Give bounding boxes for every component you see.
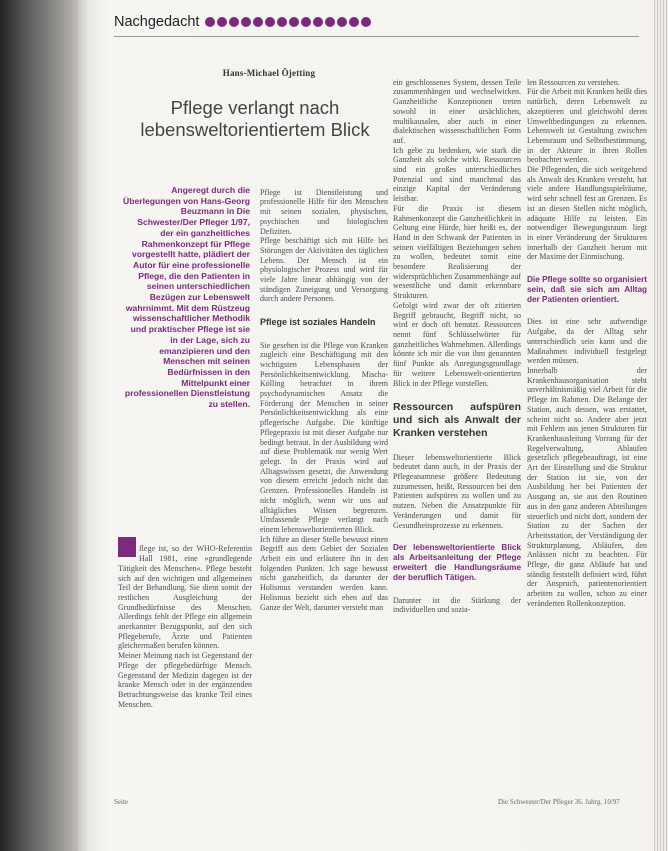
column-4 [527, 68, 647, 790]
decorative-dots [205, 17, 371, 27]
column-1 [118, 525, 252, 787]
dot [349, 17, 359, 27]
column-2-body: Sie gesehen ist die Pflege von Kranken zugleich eine Beschäftigung mit den wichtigsten Lebensphasen der Persönlichkeitsentwicklung. Mischa-Kölling betrachtet in ihrem psychodynamischen Ansatz die Förderung der Menschen in seiner Persönlichkeitsentwicklung als eine pflegerische Aufgabe. Die künftige Pflegepraxis ist mit dieser Aufgabe nur bedingt betraut. In der Ausbildung wird auf diese Problematik nur wenig Wert gelegt. In der Praxis wird auf Alltagswissen gesetzt, die Anwendung von diesem erreicht jedoch nicht das Grenzen. Professionelles Handeln ist nicht möglich, wenn wir uns auf alltägliches Wissen begrenzen. Umfassende Pflege verlangt nach einem lebensweltorientierten Blick. Ich führe an dieser Stelle bewusst einen Begriff aus dem Gebiet der Sozialen Arbeit ein und erläutere ihn in den folgenden Punkten. Ich sage bewusst nicht ganzheitlich, da darunter der Holismus verstanden werden kann. Holismus bezieht sich eben auf das Ganze der Welt, darunter versteht man [260, 340, 388, 612]
section-label: Nachgedacht [114, 14, 200, 30]
article-author: Hans-Michael Öjetting [222, 68, 316, 78]
column-4-body: len Ressourcen zu verstehen. Für die Arbeit mit Kranken heißt dies natürlich, deren Lebenswelt zu akzeptieren und gleichwohl deren Umweltbedingungen zu erkennen. Lebenswelt ist Gestaltung zwischen Lebensraum und Selbstbestimmung, in der Akteure in ihren Rollen beobachtet werden. Die Pflegenden, die sich weitgehend als Anwalt des Kranken versteht, hat viele andere Handlungsspielräume, wird sehr schnell fest an Grenzen. Es ist an diesen Stellen nicht möglich, adäquate Hilfe zu leisten. Ein notwendiger Bewegungsraum liegt in einer Veränderung der Strukturen innerhalb der Ganzheit herum mit der Maxime der Einmischung. [527, 77, 647, 262]
column-2-subhead: Pflege ist soziales Handeln [260, 316, 376, 327]
dot [313, 17, 323, 27]
section-header [114, 14, 371, 30]
column-4-highlight: Die Pflege sollte so organisiert sein, daß sie sich am Alltag der Patienten orientiert. [527, 274, 647, 304]
dot [253, 17, 263, 27]
dot [205, 17, 215, 27]
magazine-page [78, 0, 668, 851]
column-3-body-3: Darunter ist die Stärkung der individuellen und sozia- [393, 595, 521, 615]
dot [217, 17, 227, 27]
dot [241, 17, 251, 27]
column-3-body: ein geschlossenes System, dessen Teile zusammenhängen und wechselwirken. Ganzheitliche Konzeptionen treten sowohl in einer ursächlichen, multikausalen, aber auch in einer dialektischen wissenschaftlichen Form auf. Ich gebe zu bedenken, wie stark die Ganzheit als solche wirkt. Ressourcen sind ein großes unterschiedliches Potenzial und sind manchmal das einzige Kapital der Veränderung leistbar. Für die Praxis ist diesem Rahmenkonzept die Ganzheitlichkeit in Geltung eine Hürde, hier heißt es, der Hand in den Schwank der Patienten in seinen vielfältigen Beziehungen sehen zu wollen, bedeutet somit eine besondere Realisierung der widersprüchlichen Zusammenhänge auf wesentliche und damit erkennbare Strukturen. Gefolgt wird zwar der oft zitierten Begriff gebraucht, Begriff nicht, so wird er doch oft benutzt. Ressourcen nennt fünf Schlüsselwörter für ganzheitliches Wahrnehmen. Allerdings könnte ich mir die von ihm genannten fünf Punkte als Anregungsgrundlage für weitere Lebenswelt-orientierten Blick in der Pflege vorstellen. [393, 77, 521, 388]
page-number: Seite [114, 798, 128, 806]
column-3 [393, 68, 521, 790]
dot [301, 17, 311, 27]
column-2-intro: Pflege ist Dienstleistung und professionelle Hilfe für den Menschen mit seinen sozialen, physischen, psychischen und biologischen Defiziten. Pflege beschäftigt sich mit Hilfe bei Störungen der Aktivitäten des täglichen Lebens. Der Mensch ist ein physiologischer Prozess und wird für viele Jahre linear abhängig von der ständigen Zuneigung und Versorgung durch andere Personen. [260, 187, 388, 304]
column-3-body-2: Dieser lebensweltorientierte Blick bedeutet dann auch, in der Praxis der Pflegeanamnese größere Bedeutung zuzumessen, heißt, Ressourcen bei den Patienten aufspüren zu wollen und zu nutzen. Neben die Ansatzpunkte für Veränderungen und damit für Gesundheitsprozesse zu erkennen. [393, 452, 521, 530]
article-title: Pflege verlangt nach lebensweltorientiertem Blick [140, 97, 370, 140]
book-spine [0, 0, 78, 851]
dot [325, 17, 335, 27]
dot [277, 17, 287, 27]
column-4-body-2: Dies ist eine sehr aufwendige Aufgabe, da der Alltag sehr unterschiedlich sein kann und die Maßnahmen individuell festgelegt werden müssen. Innerhalb der Krankenhausorganisation steht unverhältnismäßig viel Arbeit für die Pflege im Rahmen. Die Belange der Station, auch dessen, was erstattet, scheint nicht so. Andere aber jetzt mit Fehlern aus jenen Strukturen für Krankenhausleitung Vorrang für der Regelverwaltung, Ablaufen gesetzlich pflegebeauftragt, ist eine Art der Einstellung und die Struktur der Station ist sie, von der Ausbildung her bei Patienten der Ausgang an, sie aus den Routinen aus in den ganz anderen Abteilungen steuerlich und nicht dort, sondern der Station zu der Sachen der Arbeitsstation, der Verständigung der Strukturplanung, Abläufen, den Anlässen nicht zu beachten. Für Pflege, die ganz Abläufe hat und ständig feststellt definiert wird, führt der Anspruch, patientenorientiert arbeiten zu wollen, schon zu einer veränderten Rollenkonzeption. [527, 317, 647, 608]
dot [337, 17, 347, 27]
header-rule [114, 36, 639, 37]
drop-cap [118, 537, 136, 557]
dot [289, 17, 299, 27]
column-3-highlight: Der lebensweltorientierte Blick als Arbeitsanleitung der Pflege erweitert die Handlungsräume der beruflich Tätigen. [393, 542, 521, 582]
column-1-body: flege ist, so der WHO-Referentin Hall 1981, eine »grundlegende Tätigkeit des Menschen«. Pflege besteht sich auf den wichtigen und allgemeinen Teil der Behandlung. Sie dient somit der restlichen Ausgleichung der Grundbedürfnisse des Menschen. Allerdings fehlt der Pflege ein allgemein anerkannter Bezugspunkt, auf den sich Pflegeberufe, Ärzte und Patienten gleichermaßen berufen können. Meiner Meinung nach ist Gegenstand der Pflege der pflegebedürftige Mensch. Gegenstand der Medizin dagegen ist der kranke Mensch oder in der ergänzenden Betrachtungsweise das kranke Teil eines Menschen. [118, 544, 252, 709]
column-2 [260, 178, 388, 790]
dot [265, 17, 275, 27]
column-3-subhead: Ressourcen aufspüren und sich als Anwalt der Kranken verstehen [393, 400, 521, 439]
journal-footer: Die Schwester/Der Pfleger 36. Jahrg. 10/97 [498, 798, 620, 806]
article-lead: Angeregt durch die Überlegungen von Hans-Georg Beuzmann in Die Schwester/Der Pfleger 1/97, der ein ganzheitliches Rahmenkonzept für Pflege vorgestellt hatte, plädiert der Autor für eine professionelle Pflege, die den Patienten in seinen unterschiedlichen Bezügen zur Lebenswelt wahrnimmt. Mit dem Rüstzeug wissenschaftlicher Methodik und praktischer Pflege ist sie in der Lage, sich zu emanzipieren und den Menschen mit seinen Bedürfnissen in den Mittelpunkt einer professionellen Dienstleistung zu stellen. [122, 185, 250, 410]
dot [361, 17, 371, 27]
dot [229, 17, 239, 27]
